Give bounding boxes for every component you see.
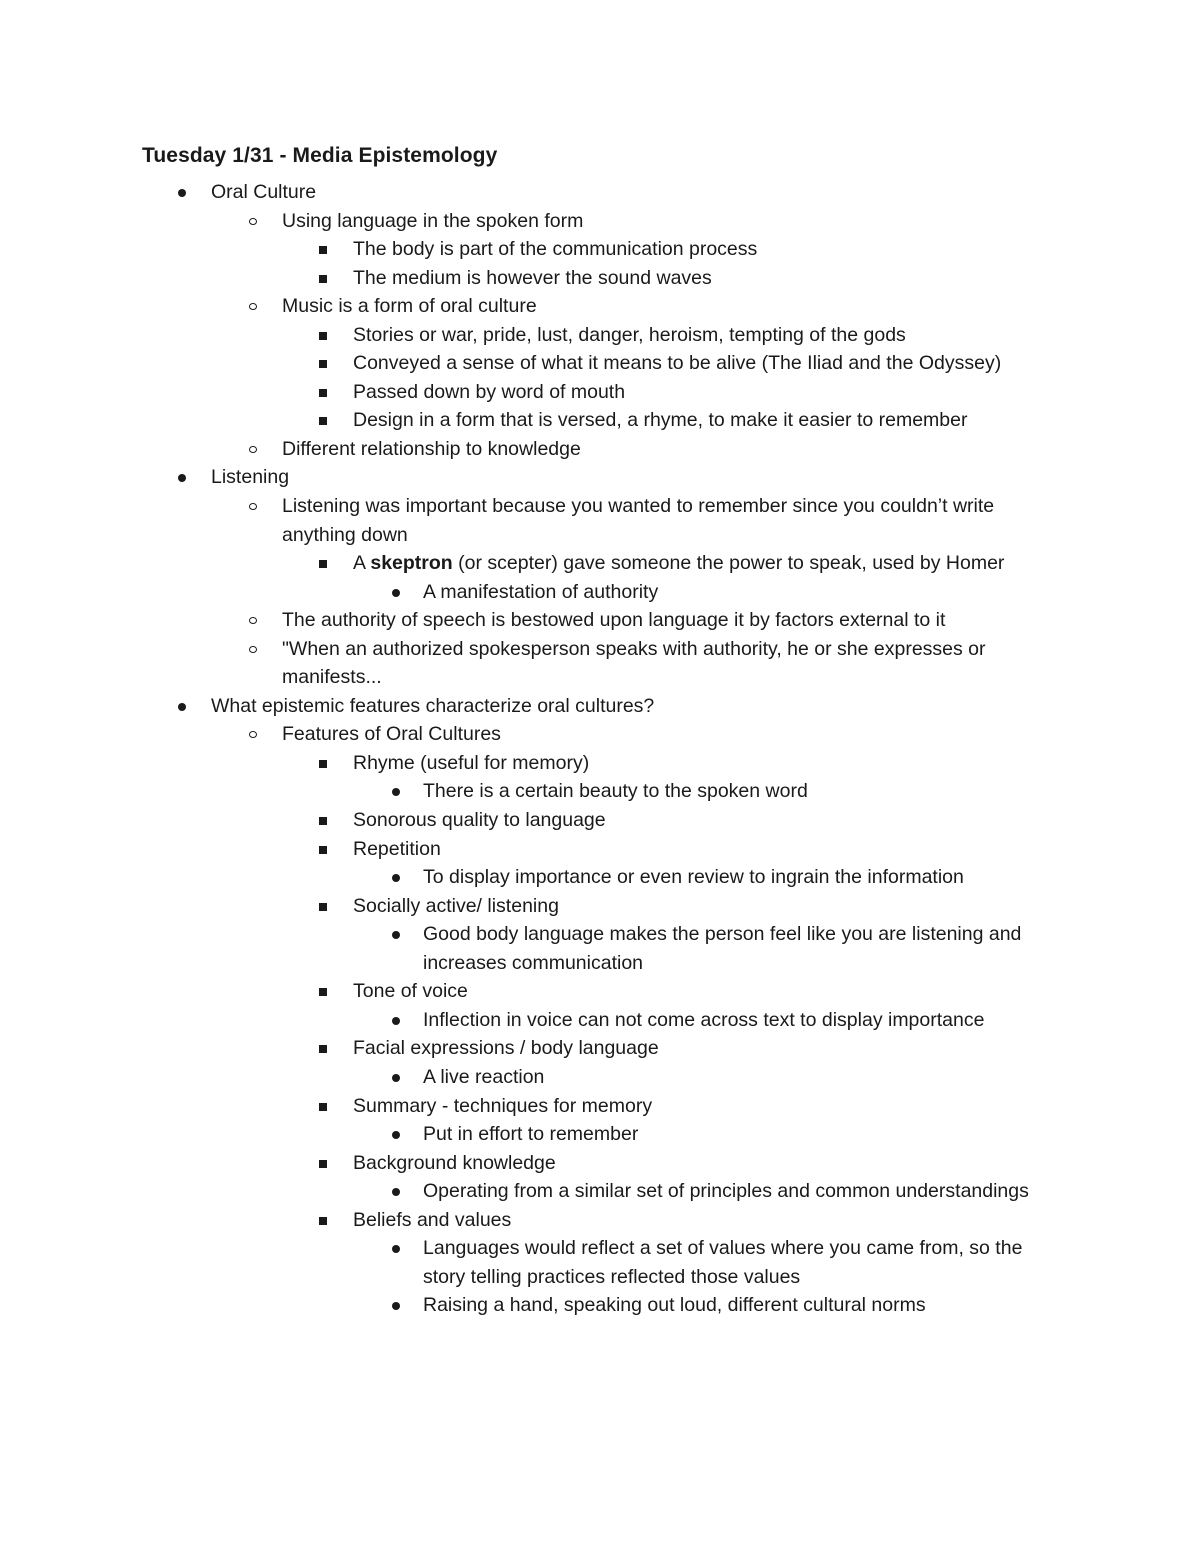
list-item-text: There is a certain beauty to the spoken word [423, 780, 808, 803]
list-item-text: Summary - techniques for memory [353, 1094, 653, 1117]
disc-bullet-icon [392, 1074, 400, 1082]
list-item-text: A live reaction [423, 1065, 545, 1088]
list-item-text: A [353, 552, 371, 575]
list-item [0, 321, 1043, 350]
list-item-text: The medium is however the sound waves [353, 266, 712, 289]
bold-term: skeptron [370, 552, 453, 575]
list-item [0, 1063, 1053, 1092]
disc-bullet-icon [392, 788, 400, 796]
square-bullet-icon [319, 389, 327, 397]
list-item-text: A manifestation of authority [423, 580, 659, 603]
list-item-text: Music is a form of oral culture [282, 295, 537, 318]
list-item-text: Oral Culture [211, 181, 317, 203]
list-item-text: Operating from a similar set of principles and common understandings [423, 1180, 1029, 1203]
list-item [0, 1006, 1053, 1035]
list-item-text: Design in a form that is versed, a rhyme, to make it easier to remember [353, 409, 968, 432]
circle-bullet-icon [249, 303, 257, 310]
square-bullet-icon [319, 1160, 327, 1168]
list-item [0, 1120, 1053, 1149]
notes-list [0, 178, 1200, 1320]
disc-bullet-icon [392, 1131, 400, 1139]
circle-bullet-icon [249, 731, 257, 738]
list-item-text: "When an authorized spokesperson speaks with authority, he or she expresses or manifests... [282, 637, 986, 689]
list-item-text: Repetition [353, 837, 441, 860]
list-item-text: Beliefs and values [353, 1208, 512, 1231]
list-item [0, 635, 1050, 692]
list-item-text: Good body language makes the person feel like you are listening and increases communication [423, 923, 1022, 974]
list-item [0, 235, 1043, 264]
square-bullet-icon [319, 246, 327, 254]
square-bullet-icon [319, 332, 327, 340]
list-item-text: The body is part of the communication process [353, 238, 758, 261]
list-item-text: Rhyme (useful for memory) [353, 751, 590, 774]
disc-bullet-icon [178, 474, 186, 482]
list-item [0, 606, 1050, 635]
list-item-text: Sonorous quality to language [353, 809, 606, 832]
circle-bullet-icon [249, 617, 257, 624]
list-item-text: Socially active/ listening [353, 894, 559, 917]
list-item [0, 1034, 1043, 1063]
list-item-text: Listening was important because you wanted to remember since you couldn’t write anything down [282, 495, 995, 546]
list-item [0, 1291, 1053, 1320]
list-item-text: The authority of speech is bestowed upon language it by factors external to it [282, 609, 946, 632]
list-item-text: Using language in the spoken form [282, 209, 584, 232]
list-item-text: Raising a hand, speaking out loud, different cultural norms [423, 1294, 926, 1317]
list-item-text: Features of Oral Cultures [282, 723, 501, 746]
circle-bullet-icon [249, 503, 257, 510]
list-item [0, 406, 1043, 435]
list-item [0, 920, 1053, 977]
square-bullet-icon [319, 846, 327, 854]
list-item [0, 720, 1050, 749]
disc-bullet-icon [392, 1188, 400, 1196]
circle-bullet-icon [249, 446, 257, 453]
disc-bullet-icon [392, 931, 400, 939]
list-item [0, 349, 1043, 378]
page-title: Tuesday 1/31 - Media Epistemology [142, 144, 498, 167]
list-item-text: Stories or war, pride, lust, danger, heroism, tempting of the gods [353, 323, 906, 346]
list-item [0, 292, 1050, 321]
list-item [0, 549, 1043, 578]
disc-bullet-icon [392, 1245, 400, 1253]
list-item-text: Facial expressions / body language [353, 1037, 659, 1060]
disc-bullet-icon [392, 1302, 400, 1310]
list-item [0, 378, 1043, 407]
list-item [0, 207, 1050, 236]
list-item [0, 492, 1050, 549]
square-bullet-icon [319, 1045, 327, 1053]
list-item [0, 892, 1043, 921]
square-bullet-icon [319, 560, 327, 568]
list-item [0, 435, 1050, 464]
list-item-text: Conveyed a sense of what it means to be alive (The Iliad and the Odyssey) [353, 352, 1002, 375]
list-item [0, 835, 1043, 864]
square-bullet-icon [319, 360, 327, 368]
list-item [0, 1206, 1043, 1235]
list-item [0, 178, 1041, 207]
disc-bullet-icon [392, 874, 400, 882]
list-item [0, 806, 1043, 835]
square-bullet-icon [319, 275, 327, 283]
square-bullet-icon [319, 417, 327, 425]
list-item-text: Put in effort to remember [423, 1123, 639, 1146]
list-item [0, 749, 1043, 778]
list-item-text: Background knowledge [353, 1151, 556, 1174]
square-bullet-icon [319, 1103, 327, 1111]
list-item-text: Passed down by word of mouth [353, 380, 626, 403]
list-item [0, 977, 1043, 1006]
list-item [0, 463, 1041, 492]
list-item [0, 1177, 1053, 1206]
square-bullet-icon [319, 760, 327, 768]
list-item [0, 1092, 1043, 1121]
circle-bullet-icon [249, 646, 257, 653]
list-item [0, 1234, 1053, 1291]
list-item-text: Different relationship to knowledge [282, 437, 581, 460]
square-bullet-icon [319, 988, 327, 996]
square-bullet-icon [319, 903, 327, 911]
list-item [0, 578, 1053, 607]
list-item [0, 777, 1053, 806]
list-item-text: (or scepter) gave someone the power to speak, used by Homer [452, 552, 1005, 575]
list-item-text: Tone of voice [353, 980, 468, 1003]
disc-bullet-icon [392, 589, 400, 597]
list-item-text: Inflection in voice can not come across text to display importance [423, 1008, 985, 1031]
disc-bullet-icon [178, 189, 186, 197]
list-item [0, 863, 1053, 892]
list-item-text: To display importance or even review to ingrain the information [423, 866, 964, 889]
list-item-text: Listening [211, 466, 290, 489]
list-item [0, 264, 1043, 293]
list-item-text: Languages would reflect a set of values where you came from, so the story telling practices reflected those values [423, 1237, 1023, 1288]
square-bullet-icon [319, 817, 327, 825]
list-item [0, 692, 1041, 721]
disc-bullet-icon [392, 1017, 400, 1025]
disc-bullet-icon [178, 703, 186, 711]
circle-bullet-icon [249, 218, 257, 225]
square-bullet-icon [319, 1217, 327, 1225]
list-item-text: What epistemic features characterize oral cultures? [211, 694, 655, 717]
list-item [0, 1149, 1043, 1178]
